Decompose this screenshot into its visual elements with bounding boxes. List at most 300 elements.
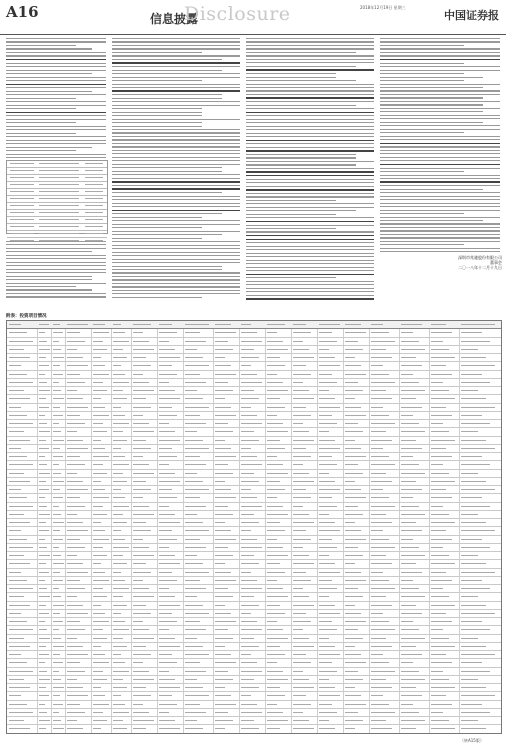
- text-line: [112, 45, 240, 46]
- text-line: [6, 94, 106, 95]
- text-line: [6, 126, 106, 127]
- text-line: [112, 98, 222, 99]
- text-line: [380, 41, 500, 42]
- text-line: [112, 157, 240, 158]
- text-line: [246, 101, 374, 102]
- table-row: [7, 544, 501, 552]
- text-line: [380, 45, 464, 46]
- text-line: [380, 189, 483, 190]
- text-line: [246, 281, 374, 282]
- text-line: [380, 206, 500, 207]
- text-line: [112, 59, 222, 60]
- text-line: [380, 171, 464, 172]
- text-line: [6, 154, 106, 155]
- text-line: [112, 136, 240, 137]
- text-line: [246, 235, 374, 236]
- table-row: [7, 231, 107, 238]
- signature-date: 二〇一八年十二月十九日: [458, 265, 502, 270]
- text-line: [112, 115, 202, 116]
- text-line: [246, 157, 356, 158]
- text-line: [6, 52, 106, 53]
- text-line: [6, 77, 106, 78]
- text-line: [6, 147, 92, 148]
- table-row: [7, 692, 501, 700]
- text-line: [246, 221, 374, 222]
- text-line: [6, 87, 106, 88]
- text-line: [112, 126, 202, 127]
- table-row: [7, 610, 501, 618]
- text-line: [112, 84, 240, 85]
- text-line: [6, 55, 106, 56]
- text-line: [380, 143, 500, 144]
- text-line: [6, 251, 92, 252]
- text-line: [246, 207, 374, 208]
- table-row: [7, 428, 501, 436]
- text-line: [380, 160, 500, 161]
- text-line: [6, 265, 106, 266]
- text-line: [112, 119, 240, 120]
- table-row: [7, 354, 501, 362]
- text-line: [112, 206, 240, 207]
- text-line: [6, 143, 106, 144]
- table-row: [7, 511, 501, 519]
- text-line: [380, 52, 500, 53]
- text-line: [112, 283, 240, 284]
- text-line: [246, 150, 374, 151]
- text-line: [112, 241, 240, 242]
- table-row: [7, 585, 501, 593]
- text-line: [6, 296, 106, 297]
- text-line: [112, 199, 240, 200]
- text-line: [6, 262, 106, 263]
- table-row: [7, 168, 107, 175]
- text-line: [6, 48, 92, 49]
- newspaper-logo: 中国证券报: [444, 9, 499, 22]
- text-line: [380, 146, 500, 147]
- table-row: [7, 395, 501, 403]
- text-line: [112, 90, 240, 91]
- table-row: [7, 643, 501, 651]
- text-line: [380, 227, 500, 228]
- investment-table: [6, 320, 502, 734]
- text-line: [246, 87, 374, 88]
- text-line: [380, 153, 500, 154]
- text-line: [112, 178, 240, 179]
- text-line: [6, 66, 106, 67]
- table-row: [7, 651, 501, 659]
- text-line: [112, 52, 202, 53]
- text-line: [6, 272, 106, 273]
- table-row: [7, 470, 501, 478]
- text-line: [380, 157, 500, 158]
- text-line: [246, 291, 374, 292]
- text-line: [246, 55, 374, 56]
- text-line: [246, 129, 374, 130]
- text-line: [6, 41, 106, 42]
- table-row: [7, 478, 501, 486]
- text-line: [380, 136, 500, 137]
- text-line: [246, 140, 374, 141]
- text-line: [112, 70, 222, 71]
- text-line: [246, 112, 374, 113]
- section-title-en: Disclosure: [184, 3, 291, 25]
- text-column-4: [380, 38, 500, 252]
- text-line: [6, 115, 106, 116]
- text-line: [6, 119, 106, 120]
- text-line: [6, 248, 106, 249]
- table-row: [7, 196, 107, 203]
- text-line: [6, 80, 106, 81]
- table-title: 附表：投资项目情况: [6, 314, 47, 319]
- text-line: [246, 133, 374, 134]
- table-row: [7, 536, 501, 544]
- text-line: [380, 181, 500, 182]
- table-row: [7, 437, 501, 445]
- text-line: [112, 150, 240, 151]
- text-line: [6, 133, 76, 134]
- text-line: [112, 266, 222, 267]
- text-line: [380, 175, 500, 176]
- text-line: [380, 70, 500, 71]
- text-line: [246, 62, 374, 63]
- text-line: [246, 94, 374, 95]
- table-row: [7, 203, 107, 210]
- text-line: [246, 171, 374, 172]
- text-line: [246, 147, 374, 148]
- text-line: [380, 59, 500, 60]
- text-line: [112, 231, 240, 232]
- text-line: [380, 73, 464, 74]
- text-line: [112, 132, 240, 133]
- section-title-cn: 信息披露: [150, 12, 199, 26]
- text-line: [380, 178, 500, 179]
- text-line: [246, 84, 374, 85]
- text-line: [112, 62, 240, 63]
- table-row: [7, 387, 501, 395]
- edition-note: （转A15版）: [460, 738, 484, 743]
- text-line: [246, 105, 356, 106]
- text-line: [246, 97, 374, 98]
- text-line: [112, 77, 240, 78]
- text-line: [380, 122, 483, 123]
- text-line: [246, 161, 374, 162]
- text-line: [112, 210, 240, 211]
- text-line: [112, 105, 240, 106]
- text-line: [246, 246, 374, 247]
- text-line: [246, 203, 374, 204]
- text-line: [246, 214, 336, 215]
- text-line: [380, 210, 500, 211]
- text-line: [380, 66, 500, 67]
- text-line: [112, 38, 240, 39]
- text-line: [380, 87, 483, 88]
- issue-date: 2018年12月19日 星期三: [360, 5, 406, 10]
- text-line: [246, 126, 374, 127]
- text-line: [112, 112, 202, 113]
- text-line: [246, 154, 356, 155]
- text-line: [112, 255, 240, 256]
- text-line: [246, 80, 356, 81]
- table-row: [7, 709, 501, 717]
- text-line: [380, 63, 464, 64]
- table-row: [7, 560, 501, 568]
- text-line: [112, 174, 240, 175]
- text-line: [246, 168, 374, 169]
- text-line: [112, 181, 240, 182]
- table-row: [7, 725, 501, 733]
- text-line: [380, 97, 483, 98]
- text-line: [6, 63, 106, 64]
- text-line: [380, 223, 500, 224]
- table-row: [7, 338, 501, 346]
- text-line: [246, 256, 374, 257]
- text-line: [6, 258, 106, 259]
- text-line: [6, 70, 106, 71]
- table-row: [7, 412, 501, 420]
- table-row: [7, 503, 501, 511]
- table-row: [7, 182, 107, 189]
- table-row: [7, 420, 501, 428]
- text-line: [112, 217, 202, 218]
- text-line: [112, 122, 202, 123]
- text-line: [112, 41, 240, 42]
- table-row: [7, 717, 501, 725]
- text-line: [246, 136, 374, 137]
- text-line: [246, 253, 374, 254]
- text-line: [112, 213, 222, 214]
- text-line: [6, 157, 106, 158]
- text-line: [380, 77, 483, 78]
- text-line: [112, 143, 240, 144]
- text-line: [246, 239, 374, 240]
- text-line: [112, 272, 240, 273]
- signature-block: [398, 255, 502, 270]
- table-row: [7, 161, 107, 168]
- text-line: [246, 66, 356, 67]
- text-line: [246, 277, 336, 278]
- text-line: [246, 69, 374, 70]
- text-line: [112, 94, 222, 95]
- text-line: [380, 38, 500, 39]
- text-line: [246, 267, 374, 268]
- text-line: [6, 150, 76, 151]
- text-line: [246, 108, 374, 109]
- text-line: [380, 234, 500, 235]
- table-row: [7, 404, 501, 412]
- text-line: [6, 269, 106, 270]
- company-name: 深圳市兆驰股份有限公司: [458, 255, 502, 260]
- text-line: [380, 220, 483, 221]
- text-line: [112, 185, 240, 186]
- text-line: [112, 66, 240, 67]
- table-row: [7, 734, 501, 735]
- text-line: [380, 84, 500, 85]
- text-line: [246, 242, 374, 243]
- table-row: [7, 371, 501, 379]
- table-row: [7, 569, 501, 577]
- text-line: [112, 297, 202, 298]
- table-row: [7, 379, 501, 387]
- table-row: [7, 527, 501, 535]
- text-line: [246, 210, 356, 211]
- text-line: [246, 196, 374, 197]
- text-line: [380, 132, 464, 133]
- text-line: [6, 276, 92, 277]
- text-line: [380, 101, 500, 102]
- text-line: [380, 55, 500, 56]
- text-line: [6, 289, 92, 290]
- table-row: [7, 701, 501, 709]
- text-line: [6, 105, 106, 106]
- text-line: [380, 241, 500, 242]
- text-line: [112, 80, 202, 81]
- text-line: [112, 139, 240, 140]
- text-line: [112, 188, 240, 189]
- text-line: [112, 224, 240, 225]
- text-line: [112, 108, 202, 109]
- text-column-3: [246, 38, 374, 300]
- table-row: [7, 238, 107, 244]
- table-row: [7, 362, 501, 370]
- table-row: [7, 626, 501, 634]
- text-line: [246, 122, 374, 123]
- text-line: [380, 115, 500, 116]
- text-line: [246, 77, 336, 78]
- text-line: [112, 286, 240, 287]
- text-line: [246, 189, 374, 190]
- text-line: [380, 108, 500, 109]
- text-line: [112, 153, 240, 154]
- text-line: [380, 203, 500, 204]
- text-line: [112, 101, 240, 102]
- text-line: [380, 237, 500, 238]
- text-line: [246, 186, 374, 187]
- text-line: [246, 48, 374, 49]
- text-line: [246, 274, 374, 275]
- text-line: [6, 244, 106, 245]
- table-header-row: [7, 321, 501, 329]
- table-row: [7, 618, 501, 626]
- table-row: [7, 635, 501, 643]
- text-line: [246, 143, 374, 144]
- page-header: [0, 0, 506, 35]
- text-line: [380, 94, 500, 95]
- text-line: [380, 196, 500, 197]
- text-line: [246, 73, 336, 74]
- text-line: [380, 168, 500, 169]
- text-line: [6, 91, 92, 92]
- text-line: [380, 80, 464, 81]
- text-line: [6, 108, 76, 109]
- text-line: [246, 249, 374, 250]
- text-line: [112, 164, 240, 165]
- text-line: [6, 84, 106, 85]
- text-line: [246, 119, 374, 120]
- text-line: [246, 52, 356, 53]
- text-line: [246, 193, 374, 194]
- text-line: [380, 185, 500, 186]
- text-line: [380, 244, 464, 245]
- text-line: [112, 55, 240, 56]
- table-row: [7, 676, 501, 684]
- text-line: [112, 293, 240, 294]
- table-row: [7, 684, 501, 692]
- text-line: [112, 160, 240, 161]
- text-line: [380, 230, 500, 231]
- text-line: [380, 164, 500, 165]
- text-line: [6, 140, 106, 141]
- table-row: [7, 552, 501, 560]
- text-line: [6, 283, 106, 284]
- text-line: [6, 255, 106, 256]
- text-line: [6, 136, 106, 137]
- text-line: [246, 164, 356, 165]
- text-line: [112, 227, 202, 228]
- text-line: [246, 298, 374, 299]
- text-line: [246, 182, 374, 183]
- text-line: [246, 179, 374, 180]
- table-row: [7, 445, 501, 453]
- text-line: [6, 73, 92, 74]
- text-line: [112, 276, 240, 277]
- text-line: [246, 59, 374, 60]
- text-line: [112, 129, 240, 130]
- table-row: [7, 189, 107, 196]
- text-line: [6, 59, 106, 60]
- table-row: [7, 175, 107, 182]
- text-line: [112, 234, 222, 235]
- text-line: [380, 139, 500, 140]
- text-line: [246, 200, 336, 201]
- text-line: [380, 104, 483, 105]
- text-line: [380, 192, 500, 193]
- table-row: [7, 494, 501, 502]
- text-line: [246, 38, 374, 39]
- text-line: [112, 269, 222, 270]
- text-line: [6, 98, 76, 99]
- text-line: [6, 286, 76, 287]
- table-row: [7, 602, 501, 610]
- text-line: [112, 171, 222, 172]
- text-line: [246, 175, 374, 176]
- text-line: [246, 263, 374, 264]
- table-row: [7, 519, 501, 527]
- text-line: [246, 228, 336, 229]
- text-line: [246, 295, 374, 296]
- text-line: [112, 73, 240, 74]
- text-line: [112, 238, 202, 239]
- table-row: [7, 346, 501, 354]
- board-name: 董事会: [490, 260, 502, 265]
- table-row: [7, 224, 107, 231]
- table-row: [7, 659, 501, 667]
- text-line: [112, 48, 240, 49]
- text-line: [380, 125, 500, 126]
- text-line: [246, 284, 374, 285]
- text-line: [112, 290, 240, 291]
- text-column-2: [112, 38, 240, 300]
- text-line: [6, 45, 76, 46]
- table-row: [7, 577, 501, 585]
- text-line: [112, 167, 222, 168]
- table-row: [7, 210, 107, 217]
- text-line: [246, 270, 374, 271]
- text-line: [112, 87, 240, 88]
- text-line: [246, 217, 374, 218]
- table-row: [7, 329, 501, 337]
- text-line: [246, 260, 374, 261]
- text-line: [112, 146, 240, 147]
